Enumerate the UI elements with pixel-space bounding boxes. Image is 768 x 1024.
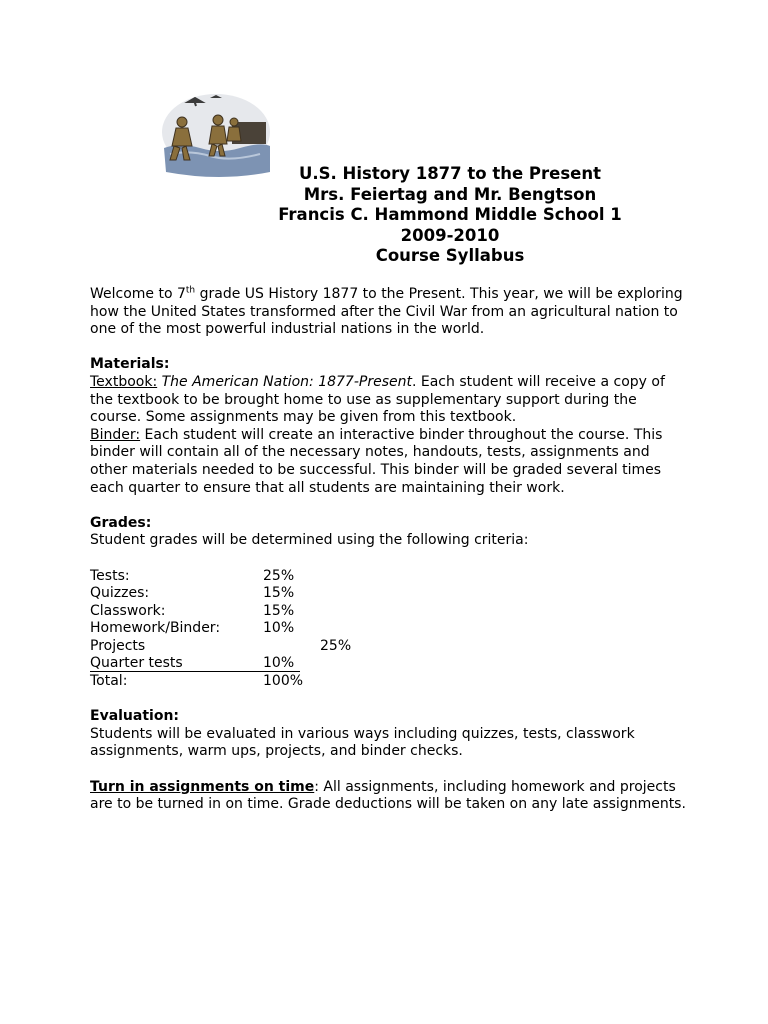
teachers-line: Mrs. Feiertag and Mr. Bengtson xyxy=(303,184,597,204)
grade-row-classwork xyxy=(90,603,690,621)
grade-label: Classwork: xyxy=(90,602,166,619)
intro-text-rest: grade US History 1877 to the Present. This year, we will be exploring how the United States transformed after the Civil War from an agricultural nation to one of the most powerful industrial nations in the world. xyxy=(90,286,683,338)
textbook-label: Textbook: xyxy=(90,373,158,390)
syllabus-header xyxy=(210,164,690,267)
intro-superscript: th xyxy=(185,285,196,296)
grade-label: Projects xyxy=(90,637,146,654)
document-title: Course Syllabus xyxy=(375,246,525,266)
intro-text-start: Welcome to 7 xyxy=(90,286,186,302)
textbook-paragraph xyxy=(90,374,690,427)
textbook-title: The American Nation: 1877-Present xyxy=(161,373,412,390)
turnin-paragraph xyxy=(90,779,690,814)
turnin-heading: Turn in assignments on time xyxy=(90,778,315,795)
grade-value: 100% xyxy=(263,673,304,690)
textbook-text: . Each student will receive a copy of the textbook to be brought home to use as supplementary support during the course. Some assignments may be given from this textbook. xyxy=(90,373,665,426)
turnin-text: : All assignments, including homework and projects are to be turned in on time. Grade deductions will be taken on any late assignments. xyxy=(90,778,686,813)
course-title: U.S. History 1877 to the Present xyxy=(299,164,601,183)
grade-value: 25% xyxy=(320,637,352,654)
grade-row-quarter-tests xyxy=(90,655,690,673)
grade-value: 15% xyxy=(263,602,295,619)
intro-paragraph xyxy=(90,286,690,339)
materials-heading: Materials: xyxy=(90,356,170,373)
evaluation-text: Students will be evaluated in various ways including quizzes, tests, classwork assignments, warm ups, projects, and binder checks. xyxy=(90,725,635,760)
grade-row-tests xyxy=(90,568,690,586)
grade-value: 25% xyxy=(263,567,295,584)
grade-value: 10% xyxy=(263,620,295,637)
grade-label: Quizzes: xyxy=(90,585,150,602)
grade-value: 10% xyxy=(263,655,295,672)
school-year: 2009-2010 xyxy=(400,225,500,245)
binder-label: Binder: xyxy=(90,426,141,443)
grade-row-total xyxy=(90,673,690,691)
grade-row-projects xyxy=(90,638,690,656)
grade-row-quizzes xyxy=(90,585,690,603)
grade-label: Quarter tests xyxy=(90,655,183,672)
grade-label: Homework/Binder: xyxy=(90,620,221,637)
grades-heading: Grades: xyxy=(90,514,152,531)
binder-text: Each student will create an interactive binder throughout the course. This binder will contain all of the necessary notes, handouts, tests, assignments and other materials needed to be successful. This binder will be graded several times each quarter to ensure that all students are maintaining their work. xyxy=(90,426,663,496)
evaluation-heading: Evaluation: xyxy=(90,708,180,725)
grades-intro: Student grades will be determined using the following criteria: xyxy=(90,532,529,549)
grade-value: 15% xyxy=(263,585,295,602)
school-line: Francis C. Hammond Middle School 1 xyxy=(278,205,622,225)
grade-label: Tests: xyxy=(90,567,130,584)
grade-row-homework-binder xyxy=(90,620,690,638)
syllabus-body xyxy=(90,286,690,814)
binder-paragraph xyxy=(90,427,690,497)
grade-label: Total: xyxy=(90,673,128,690)
